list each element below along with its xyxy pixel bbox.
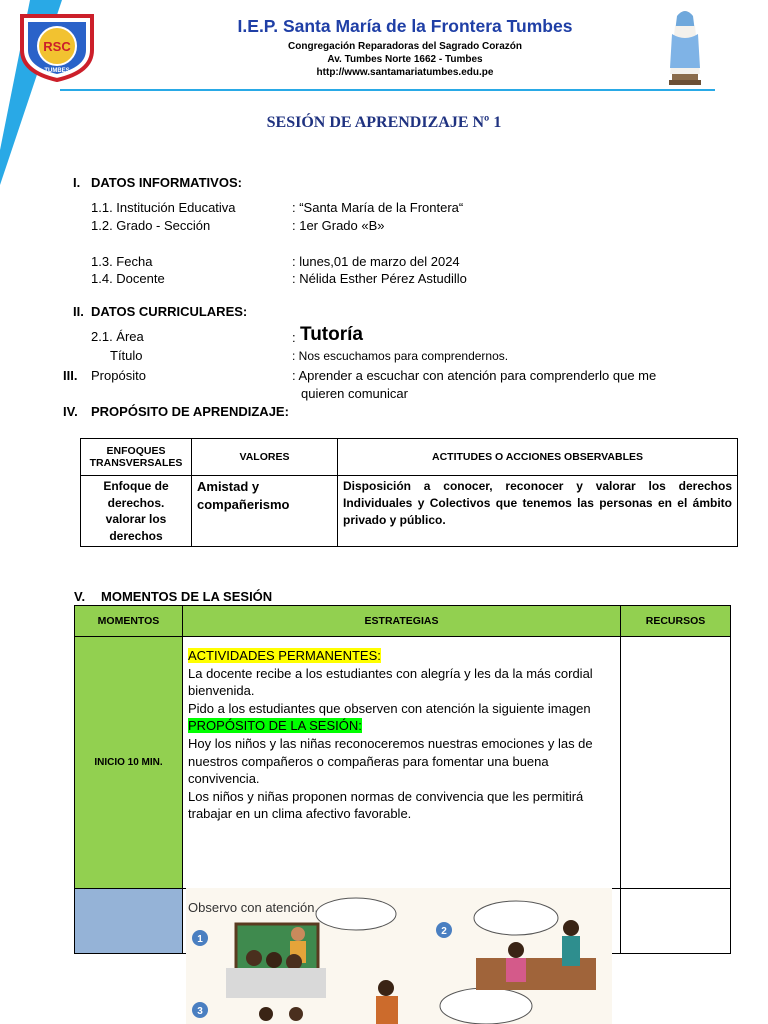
label-titulo: Título	[110, 348, 143, 363]
value-titulo: : Nos escuchamos para comprendernos.	[292, 349, 509, 363]
section-heading-datos-curriculares: DATOS CURRICULARES:	[91, 304, 248, 319]
table-row	[81, 476, 738, 547]
section-number-3: III.	[63, 368, 78, 383]
classroom-illustration	[186, 888, 612, 1024]
label-institucion: 1.1. Institución Educativa	[91, 200, 236, 215]
strategy-text: La docente recibe a los estudiantes con alegría y les da la más cordial bienvenida.	[188, 665, 593, 699]
virgin-mary-statue-image	[664, 8, 706, 86]
session-title: SESIÓN DE APRENDIZAJE Nº 1	[266, 114, 502, 131]
col-header-enfoques: ENFOQUES TRANSVERSALES	[81, 439, 192, 476]
label-area: 2.1. Área	[91, 329, 144, 344]
school-name: I.E.P. Santa María de la Frontera Tumbes	[237, 16, 573, 36]
congregation-text: Congregación Reparadoras del Sagrado Corazón	[288, 41, 522, 52]
col-header-estrategias: ESTRATEGIAS	[183, 606, 621, 637]
label-grado: 1.2. Grado - Sección	[91, 218, 211, 233]
cell-estrategias	[183, 637, 621, 889]
section-number-1: I.	[73, 175, 81, 190]
proposito-aprendizaje-table	[80, 438, 738, 547]
section-heading-proposito-aprendizaje: PROPÓSITO DE APRENDIZAJE:	[91, 404, 289, 419]
section-number-4: IV.	[63, 404, 78, 419]
col-header-valores: VALORES	[192, 439, 338, 476]
cell-actitudes: Disposición a conocer, reconocer y valorar los derechos Individuales y Colectivos que tenemos las personas en el ámbito privado y público.	[338, 476, 738, 547]
address-text: Av. Tumbes Norte 1662 - Tumbes	[327, 54, 483, 65]
school-crest-logo	[18, 10, 96, 82]
strategy-text: Los niños y niñas proponen normas de convivencia que les permitirá trabajar en un clima afectivo favorable.	[188, 788, 584, 822]
cell-recursos	[621, 637, 731, 889]
value-fecha: : lunes,01 de marzo del 2024	[292, 254, 460, 269]
highlight-actividades-permanentes: ACTIVIDADES PERMANENTES:	[188, 648, 381, 663]
label-proposito: Propósito	[91, 368, 146, 383]
section-heading-momentos: MOMENTOS DE LA SESIÓN	[101, 589, 273, 604]
value-docente: : Nélida Esther Pérez Astudillo	[292, 271, 467, 286]
value-proposito-line1: : Aprender a escuchar con atención para comprenderlo que me	[292, 368, 657, 383]
illustration-drawing	[186, 888, 612, 1024]
table-header-row	[75, 606, 731, 637]
col-header-actitudes: ACTITUDES O ACCIONES OBSERVABLES	[338, 439, 738, 476]
value-grado: : 1er Grado «B»	[292, 218, 385, 233]
table-header-row	[81, 439, 738, 476]
col-header-momentos: MOMENTOS	[75, 606, 183, 637]
svg-text:TUMBES: TUMBES	[44, 68, 70, 74]
strategy-text: Hoy los niños y las niñas reconoceremos nuestras emociones y las de nuestros compañeros o compañeras para fomentar una buena convivencia.	[188, 735, 593, 787]
label-docente: 1.4. Docente	[91, 271, 165, 286]
area-colon: :	[292, 330, 296, 345]
cell-inicio: INICIO 10 MIN.	[75, 637, 183, 889]
strategy-text: Pido a los estudiantes que observen con atención la siguiente imagen	[188, 700, 591, 716]
value-institucion: : “Santa María de la Frontera“	[292, 200, 464, 215]
col-header-recursos: RECURSOS	[621, 606, 731, 637]
cell-valores: Amistad y compañerismo	[192, 476, 338, 547]
highlight-proposito-sesion: PROPÓSITO DE LA SESIÓN:	[188, 718, 362, 734]
section-number-2: II.	[73, 304, 84, 319]
cell-momento-blue	[75, 889, 183, 954]
svg-text:3: 3	[197, 1006, 203, 1017]
value-area: Tutoría	[300, 324, 363, 345]
section-heading-datos-informativos: DATOS INFORMATIVOS:	[91, 175, 242, 190]
svg-text:1: 1	[197, 934, 203, 945]
website-link[interactable]: http://www.santamariatumbes.edu.pe	[316, 67, 494, 78]
svg-text:RSC: RSC	[43, 39, 71, 54]
header-divider	[60, 89, 715, 91]
svg-text:2: 2	[441, 926, 447, 937]
table-row-inicio	[75, 637, 731, 889]
cell-enfoque: Enfoque de derechos. valorar los derechos	[81, 476, 192, 547]
value-proposito-line2: quieren comunicar	[301, 386, 408, 401]
svg-text:Observo con atención.: Observo con atención.	[188, 900, 319, 915]
label-fecha: 1.3. Fecha	[91, 254, 153, 269]
section-number-5: V.	[74, 589, 86, 604]
cell-recursos-2	[621, 889, 731, 954]
